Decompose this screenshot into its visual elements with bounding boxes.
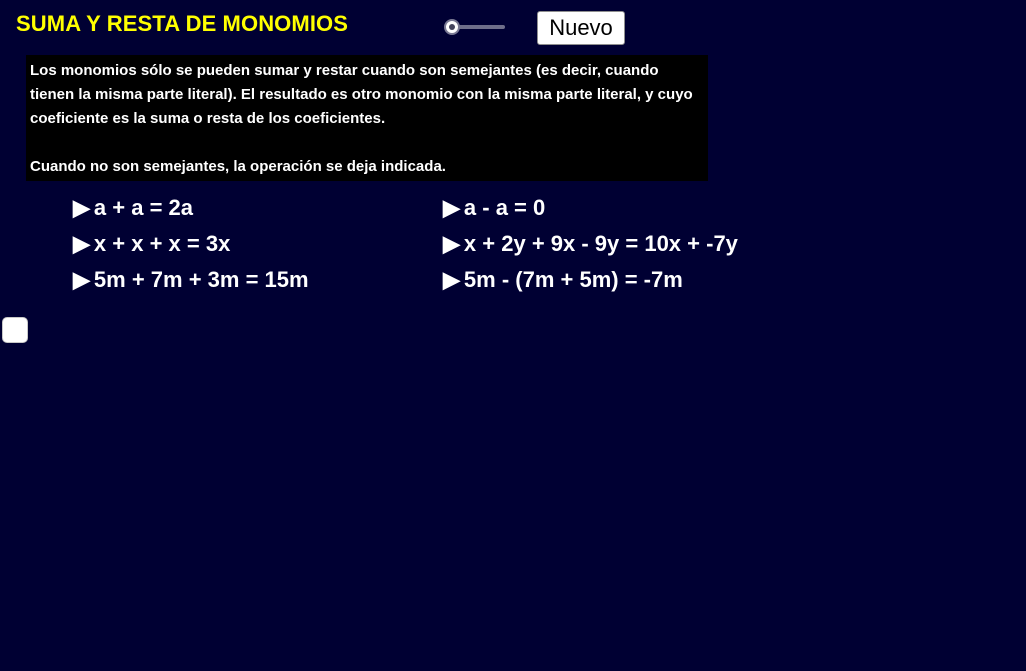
example-text: x + 2y + 9x - 9y = 10x + -7y [463, 231, 738, 256]
example-left-1 [73, 195, 193, 221]
info-box [26, 55, 708, 181]
slider-thumb[interactable] [444, 19, 460, 35]
bullet-icon: ▶ [73, 195, 90, 220]
example-right-2 [443, 231, 738, 257]
example-left-2 [73, 231, 230, 257]
bullet-icon: ▶ [443, 231, 460, 256]
example-text: 5m + 7m + 3m = 15m [93, 267, 309, 292]
example-text: a - a = 0 [463, 195, 546, 220]
bullet-icon: ▶ [443, 195, 460, 220]
new-button[interactable]: Nuevo [537, 11, 625, 45]
bullet-icon: ▶ [73, 267, 90, 292]
example-text: a + a = 2a [93, 195, 194, 220]
example-text: 5m - (7m + 5m) = -7m [463, 267, 683, 292]
bullet-icon: ▶ [443, 267, 460, 292]
example-left-3 [73, 267, 309, 293]
example-right-1 [443, 195, 545, 221]
page-title: SUMA Y RESTA DE MONOMIOS [16, 11, 349, 36]
show-checkbox[interactable] [2, 317, 28, 343]
bullet-icon: ▶ [73, 231, 90, 256]
slider[interactable] [442, 17, 506, 37]
info-paragraph-rule: Los monomios sólo se pueden sumar y restar cuando son semejantes (es decir, cuando tienen la misma parte literal). El resultado es otro monomio con la misma parte literal, y cuyo coeficiente es la suma o resta de los coeficientes. [30, 62, 693, 127]
example-text: x + x + x = 3x [93, 231, 231, 256]
info-paragraph-note: Cuando no son semejantes, la operación se deja indicada. [30, 158, 446, 175]
example-right-3 [443, 267, 683, 293]
